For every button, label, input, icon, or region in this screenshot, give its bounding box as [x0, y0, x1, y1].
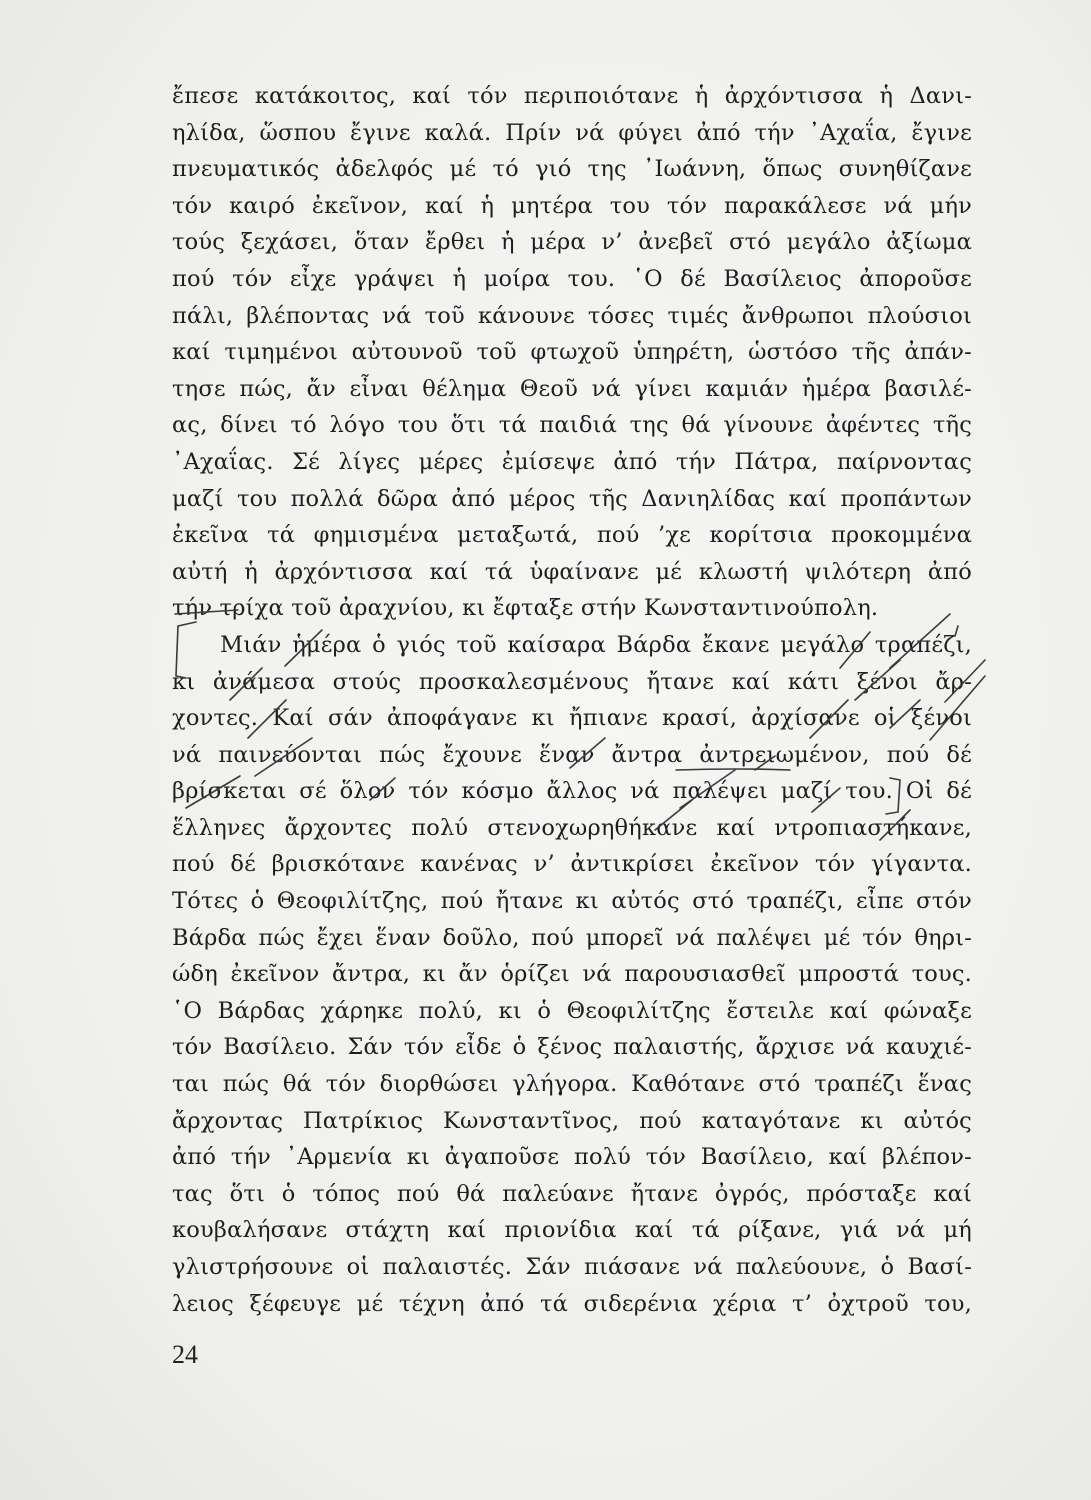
text-line: αὐτή ἡ ἀρχόντισσα καί τά ὑφαίνανε μέ κλωστή ψιλότερη ἀπό	[172, 558, 972, 585]
text-line: ἀπό τήν ᾿Αρμενία κι ἀγαποῦσε πολύ τόν Βασίλειο, καί βλέπον-	[172, 1144, 972, 1171]
text-line: τας ὅτι ὁ τόπος πού θά παλεύανε ἤτανε ὀγρός, πρόσταξε καί	[172, 1180, 972, 1207]
paragraph-start-line: Μιάν ἡμέρα ὁ γιός τοῦ καίσαρα Βάρδα ἔκανε μεγάλο τραπέζι,	[220, 631, 972, 658]
text-line: πάλι, βλέποντας νά τοῦ κάνουνε τόσες τιμές ἄνθρωποι πλούσιοι	[172, 302, 972, 329]
text-line: χοντες. Καί σάν ἀποφάγανε κι ἤπιανε κρασί, ἀρχίσανε οἱ ξένοι	[172, 705, 972, 732]
text-line: ται πώς θά τόν διορθώσει γλήγορα. Καθότανε στό τραπέζι ἕνας	[172, 1071, 972, 1098]
text-line: πού τόν εἶχε γράψει ἡ μοίρα του. ῾Ο δέ Βασίλειος ἀποροῦσε	[172, 265, 972, 292]
text-line: Τότες ὁ Θεοφιλίτζης, πού ἤτανε κι αὐτός στό τραπέζι, εἶπε στόν	[172, 888, 972, 915]
page-number: 24	[172, 1340, 198, 1369]
text-line: τόν καιρό ἐκεῖνον, καί ἡ μητέρα του τόν παρακάλεσε νά μήν	[172, 192, 972, 219]
text-line: τούς ξεχάσει, ὅταν ἔρθει ἡ μέρα ν’ ἀνεβεῖ στό μεγάλο ἀξίωμα	[172, 229, 972, 256]
text-line: Βάρδα πώς ἔχει ἕναν δοῦλο, πού μπορεῖ νά παλέψει μέ τόν θηρι-	[172, 924, 972, 951]
text-line: ἐκεῖνα τά φημισμένα μεταξωτά, πού ’χε κορίτσια προκομμένα	[172, 522, 972, 549]
text-line: τησε πώς, ἄν εἶναι θέλημα Θεοῦ νά γίνει καμιάν ἡμέρα βασιλέ-	[172, 375, 972, 402]
text-line: ἄρχοντας Πατρίκιος Κωνσταντῖνος, πού καταγότανε κι αὐτός	[172, 1107, 972, 1134]
text-line: ἔπεσε κατάκοιτος, καί τόν περιποιότανε ἡ ἀρχόντισσα ἡ Δανι-	[172, 83, 972, 109]
text-line: κι ἀνάμεσα στούς προσκαλεσμένους ἤτανε καί κάτι ξένοι ἄρ-	[172, 668, 972, 695]
text-line: ώδη ἐκεῖνον ἄντρα, κι ἄν ὁρίζει νά παρουσιασθεῖ μπροστά τους.	[172, 961, 972, 988]
text-line: τόν Βασίλειο. Σάν τόν εἶδε ὁ ξένος παλαιστής, ἄρχισε νά καυχιέ-	[172, 1034, 972, 1061]
text-line: κουβαλήσανε στάχτη καί πριονίδια καί τά ρίξανε, γιά νά μή	[172, 1217, 972, 1244]
text-line: ᾿Αχαΐας. Σέ λίγες μέρες ἐμίσεψε ἀπό τήν Πάτρα, παίρνοντας	[172, 448, 972, 475]
text-line: τήν τρίχα τοῦ ἀραχνίου, κι ἔφταξε στήν Κωνσταντινούπολη.	[172, 595, 879, 622]
text-line: νά παινεύονται πώς ἔχουνε ἕναν ἄντρα ἀντρειωμένον, πού δέ	[172, 741, 972, 768]
text-line: μαζί του πολλά δῶρα ἀπό μέρος τῆς Δανιηλίδας καί προπάντων	[172, 485, 972, 512]
text-line: πνευματικός ἀδελφός μέ τό γιό της ᾿Ιωάννη, ὅπως συνηθίζανε	[172, 156, 972, 183]
text-line: ἕλληνες ἄρχοντες πολύ στενοχωρηθήκανε καί ντροπιαστήκανε,	[172, 814, 972, 841]
text-line: βρίσκεται σέ ὅλον τόν κόσμο ἄλλος νά παλέψει μαζί του. Οἱ δέ	[172, 778, 972, 805]
text-line: ηλίδα, ὥσπου ἔγινε καλά. Πρίν νά φύγει ἀπό τήν ᾿Αχαΐα, ἔγινε	[172, 119, 972, 146]
text-line: λειος ξέφευγε μέ τέχνη ἀπό τά σιδερένια χέρια τ’ ὀχτροῦ του,	[172, 1290, 972, 1317]
text-line: ας, δίνει τό λόγο του ὅτι τά παιδιά της θά γίνουνε ἀφέντες τῆς	[172, 412, 972, 439]
body-text	[172, 78, 972, 1322]
text-line: γλιστρήσουνε οἱ παλαιστές. Σάν πιάσανε νά παλεύουνε, ὁ Βασί-	[172, 1254, 972, 1280]
text-line: καί τιμημένοι αὐτουνοῦ τοῦ φτωχοῦ ὑπηρέτη, ὡστόσο τῆς ἀπάν-	[172, 339, 972, 366]
text-line: πού δέ βρισκότανε κανένας ν’ ἀντικρίσει ἐκεῖνον τόν γίγαντα.	[172, 851, 972, 878]
text-line: ῾Ο Βάρδας χάρηκε πολύ, κι ὁ Θεοφιλίτζης ἔστειλε καί φώναξε	[172, 997, 972, 1024]
